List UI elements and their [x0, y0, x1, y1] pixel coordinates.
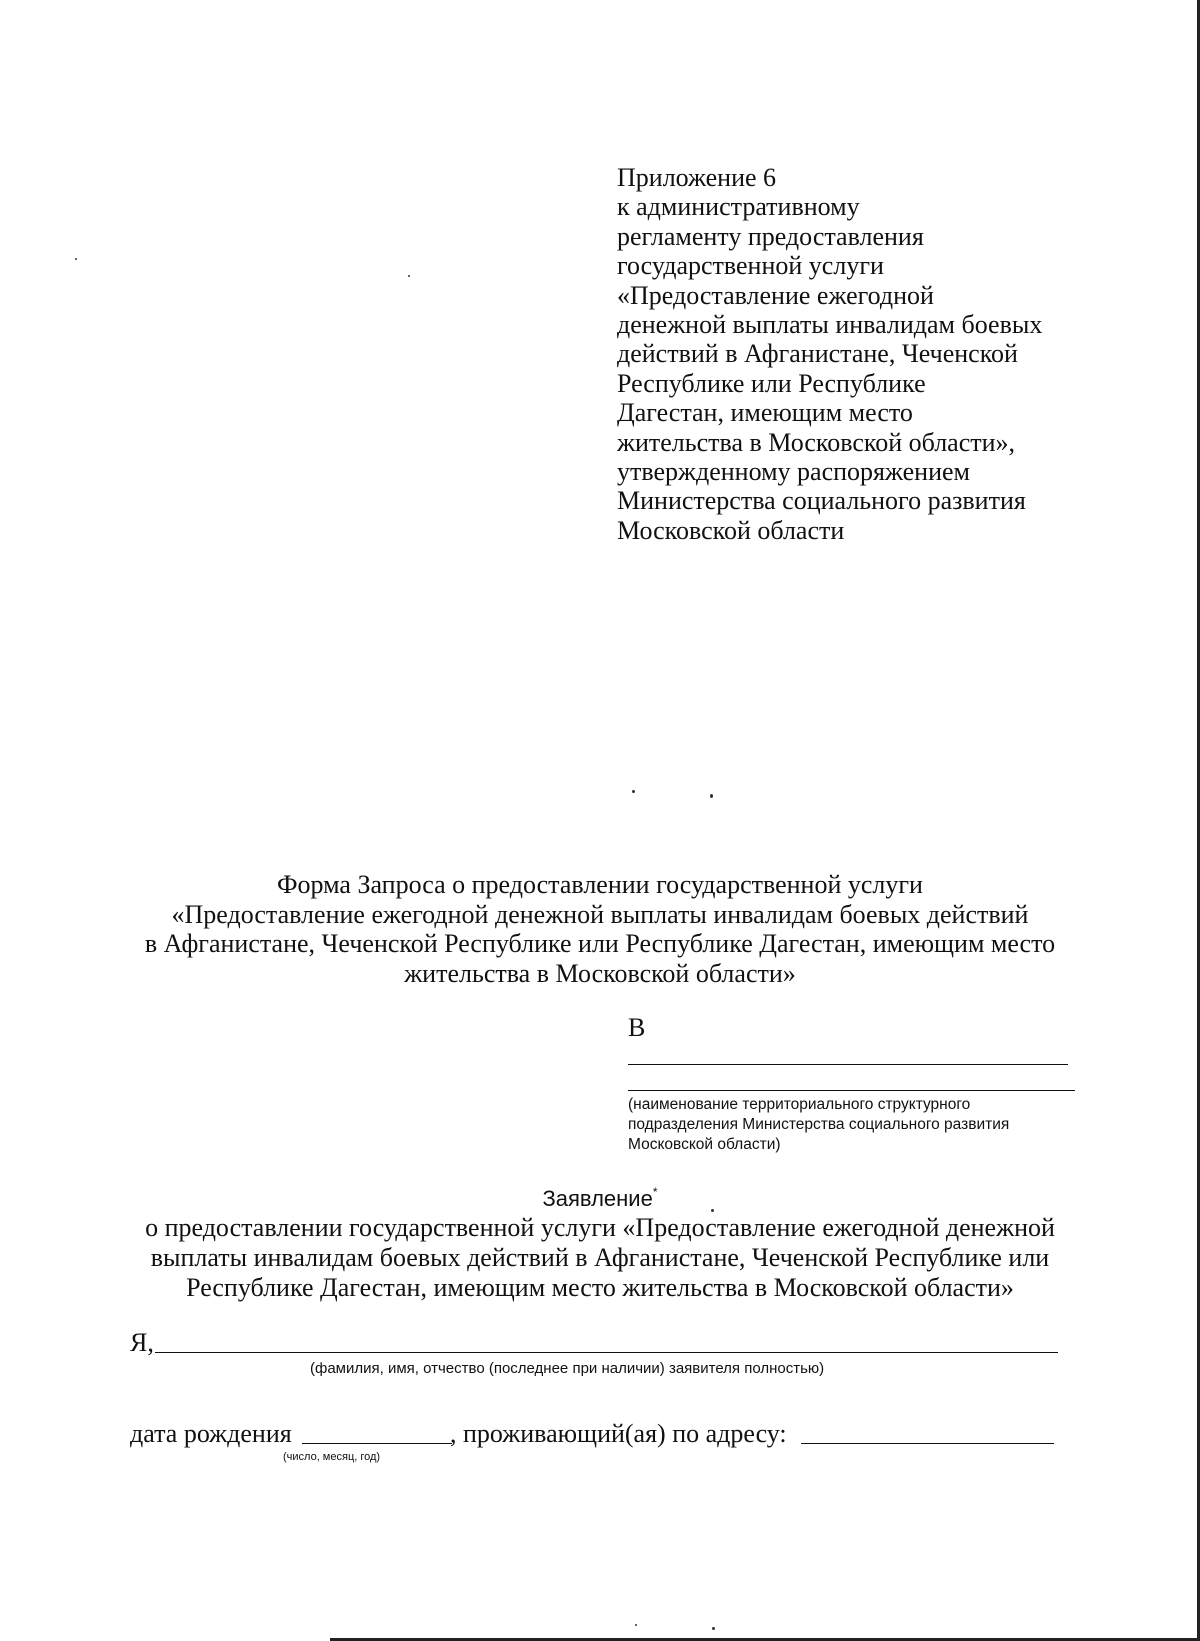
statement-title: [0, 1185, 1200, 1212]
address-label: , проживающий(ая) по адресу:: [450, 1419, 787, 1448]
annex-line: Дагестан, имеющим место: [617, 398, 913, 428]
form-title-line: Форма Запроса о предоставлении государственной услуги: [277, 870, 923, 899]
annex-line: Республике или Республике: [617, 368, 926, 398]
addressee-prefix: В: [628, 1013, 646, 1042]
statement-subject-line: выплаты инвалидам боевых действий в Афганистане, Чеченской Республике или: [150, 1243, 1050, 1272]
annex-line: государственной услуги: [617, 251, 884, 281]
address-field[interactable]: [801, 1443, 1054, 1444]
birth-date-field[interactable]: [302, 1443, 452, 1444]
form-title-line: жительства в Московской области»: [404, 958, 796, 988]
annex-line: к административному: [617, 192, 860, 222]
form-title-line: «Предоставление ежегодной денежной выплаты инвалидам боевых действий: [171, 899, 1029, 929]
form-title-line: в Афганистане, Чеченской Республике или Республике Дагестан, имеющим место: [144, 929, 1056, 958]
statement-subject: [100, 1213, 1100, 1303]
department-caption-line: (наименование территориального структурного: [628, 1096, 971, 1113]
annex-line: «Предоставление ежегодной: [617, 280, 934, 310]
department-field-line-2[interactable]: [628, 1090, 1075, 1091]
annex-header: [617, 163, 1077, 545]
annex-line: регламенту предоставления: [617, 221, 924, 251]
scan-speck: [712, 1627, 715, 1630]
scan-speck: [408, 275, 410, 277]
statement-subject-line: о предоставлении государственной услуги «Предоставление ежегодной денежной: [145, 1213, 1055, 1242]
scan-speck: [75, 258, 77, 260]
annex-line: жительства в Московской области»,: [617, 427, 1016, 457]
annex-line: Приложение 6: [617, 163, 777, 192]
applicant-name-field[interactable]: [155, 1352, 1058, 1353]
scan-speck: [711, 1209, 714, 1212]
annex-line: утвержденному распоряжением: [617, 457, 970, 487]
department-caption: [628, 1095, 1088, 1155]
statement-subject-line: Республике Дагестан, имеющим место жительства в Московской области»: [186, 1273, 1014, 1302]
department-caption-line: подразделения Министерства социального развития: [628, 1116, 1010, 1133]
scan-speck: [635, 1624, 637, 1626]
department-caption-line: Московской области): [628, 1136, 781, 1153]
birth-date-label: дата рождения: [130, 1419, 292, 1448]
department-field-line-1[interactable]: [628, 1064, 1068, 1065]
footnote-mark: *: [652, 1185, 658, 1199]
annex-line: денежной выплаты инвалидам боевых: [617, 310, 1043, 340]
statement-title-text: Заявление: [542, 1186, 653, 1211]
applicant-prefix: Я,: [130, 1328, 154, 1357]
annex-line: Министерства социального развития: [617, 486, 1026, 516]
annex-line: действий в Афганистане, Чеченской: [617, 339, 1018, 369]
applicant-name-caption: (фамилия, имя, отчество (последнее при наличии) заявителя полностью): [310, 1360, 825, 1377]
birth-date-caption: (число, месяц, год): [283, 1451, 381, 1463]
annex-line: Московской области: [617, 515, 845, 545]
form-title: [100, 870, 1100, 988]
scan-speck: [710, 794, 713, 798]
scan-speck: [632, 790, 635, 793]
